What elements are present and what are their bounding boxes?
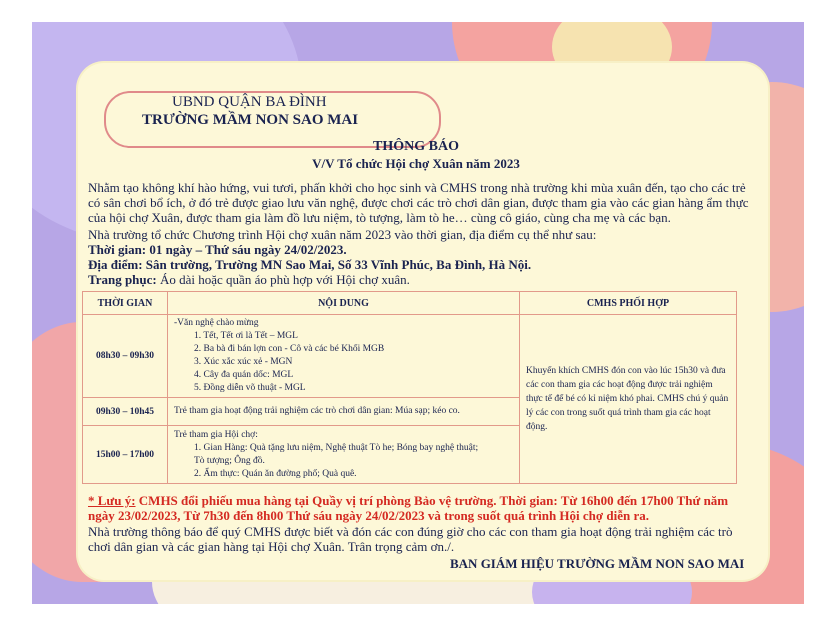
list-item: 3. Xúc xắc xúc xẻ - MGN — [194, 357, 293, 367]
org-name: UBND QUẬN BA ĐÌNH — [172, 94, 327, 110]
list-item: 5. Đồng diễn võ thuật - MGL — [194, 383, 306, 393]
place-line: Địa điểm: Sân trường, Trường MN Sao Mai, Số 33 Vĩnh Phúc, Ba Đình, Hà Nội. — [88, 257, 532, 272]
schedule-table — [82, 291, 737, 484]
row-content — [168, 315, 520, 398]
row-lead: Trẻ tham gia Hội chợ: — [174, 429, 258, 440]
dress-label: Trang phục: — [88, 272, 157, 287]
row-time: 08h30 – 09h30 — [83, 315, 168, 398]
signature: BAN GIÁM HIỆU TRƯỜNG MẦM NON SAO MAI — [450, 556, 745, 571]
list-item: 1. Tết, Tết ơi là Tết – MGL — [194, 331, 298, 341]
list-item: Tò tượng; Ông đồ. — [194, 455, 265, 466]
intro-paragraph: Nhằm tạo không khí hào hứng, vui tươi, phấn khởi cho học sinh và CMHS trong nhà trường khi mùa xuân đến, tạo cho các trẻ có sân chơi bổ ích, ở đó trẻ được giao lưu văn nghệ, được chơi các trò chơi dân gian, được tham gia vào các gian hàng ẩm thực của hội chợ Xuân, được tham gia làm đồ lưu niệm, tò tượng, làm tò he… cùng cô giáo, cùng cha mẹ và các bạn. — [88, 180, 749, 225]
list-item: 2. Ẩm thực: Quán ăn đường phố; Quà quê. — [194, 468, 357, 479]
closing-paragraph: Nhà trường thông báo để quý CMHS được biết và đón các con đúng giờ cho các con tham gia hoạt động trải nghiệm các trò chơi dân gian và các gian hàng tại Hội chợ Xuân. Trân trọng cảm ơn./. — [88, 524, 733, 554]
row-time: 15h00 – 17h00 — [83, 426, 168, 484]
column-header-time: THỜI GIAN — [83, 292, 168, 315]
time-line: Thời gian: 01 ngày – Thứ sáu ngày 24/02/2023. — [88, 242, 347, 257]
row-time: 09h30 – 10h45 — [83, 398, 168, 426]
note-paragraph — [88, 493, 758, 523]
list-item: 2. Ba bà đi bán lợn con - Cô và các bé Khối MGB — [194, 344, 385, 354]
notice-title: THÔNG BÁO — [373, 139, 459, 154]
list-item: 4. Cây đa quán dốc: MGL — [194, 370, 294, 380]
column-header-cmhs: CMHS PHỐI HỢP — [520, 292, 737, 315]
notice-subtitle: V/V Tổ chức Hội chợ Xuân năm 2023 — [312, 156, 520, 171]
organization-line: Nhà trường tổ chức Chương trình Hội chợ xuân năm 2023 vào thời gian, địa điểm cụ thể như sau: — [88, 227, 597, 242]
note-text: CMHS đổi phiếu mua hàng tại Quầy vị trí phòng Bảo vệ trường. Thời gian: Từ 16h00 đến 17h00 Thứ năm ngày 23/02/2023, Từ 7h30 đến 8h00 Thứ sáu ngày 24/02/2023 và trong suốt quá trình Hội chợ diễn ra. — [88, 493, 729, 523]
cmhs-note: Khuyến khích CMHS đón con vào lúc 15h30 và đưa các con tham gia các hoạt động được trải nghiệm thực tế để bé có kỉ niệm khó phai. CMHS chú ý quản lý các con trong suốt quá trình tham gia các hoạt động. — [520, 315, 737, 484]
row-content: Trẻ tham gia hoạt động trải nghiệm các trò chơi dân gian: Múa sạp; kéo co. — [168, 398, 520, 426]
row-content — [168, 426, 520, 484]
table-header-row — [83, 292, 737, 315]
list-item: 1. Gian Hàng: Quà tặng lưu niệm, Nghệ thuật Tò he; Bóng bay nghệ thuật; — [194, 442, 479, 453]
column-header-content: NỘI DUNG — [168, 292, 520, 315]
school-name: TRƯỜNG MẦM NON SAO MAI — [142, 112, 359, 128]
table-row — [83, 315, 737, 398]
note-label: * Lưu ý: — [88, 493, 136, 508]
dress-line — [88, 272, 410, 288]
row-lead: -Văn nghệ chào mừng — [174, 318, 259, 328]
dress-value: Áo dài hoặc quần áo phù hợp với Hội chợ xuân. — [156, 272, 410, 287]
